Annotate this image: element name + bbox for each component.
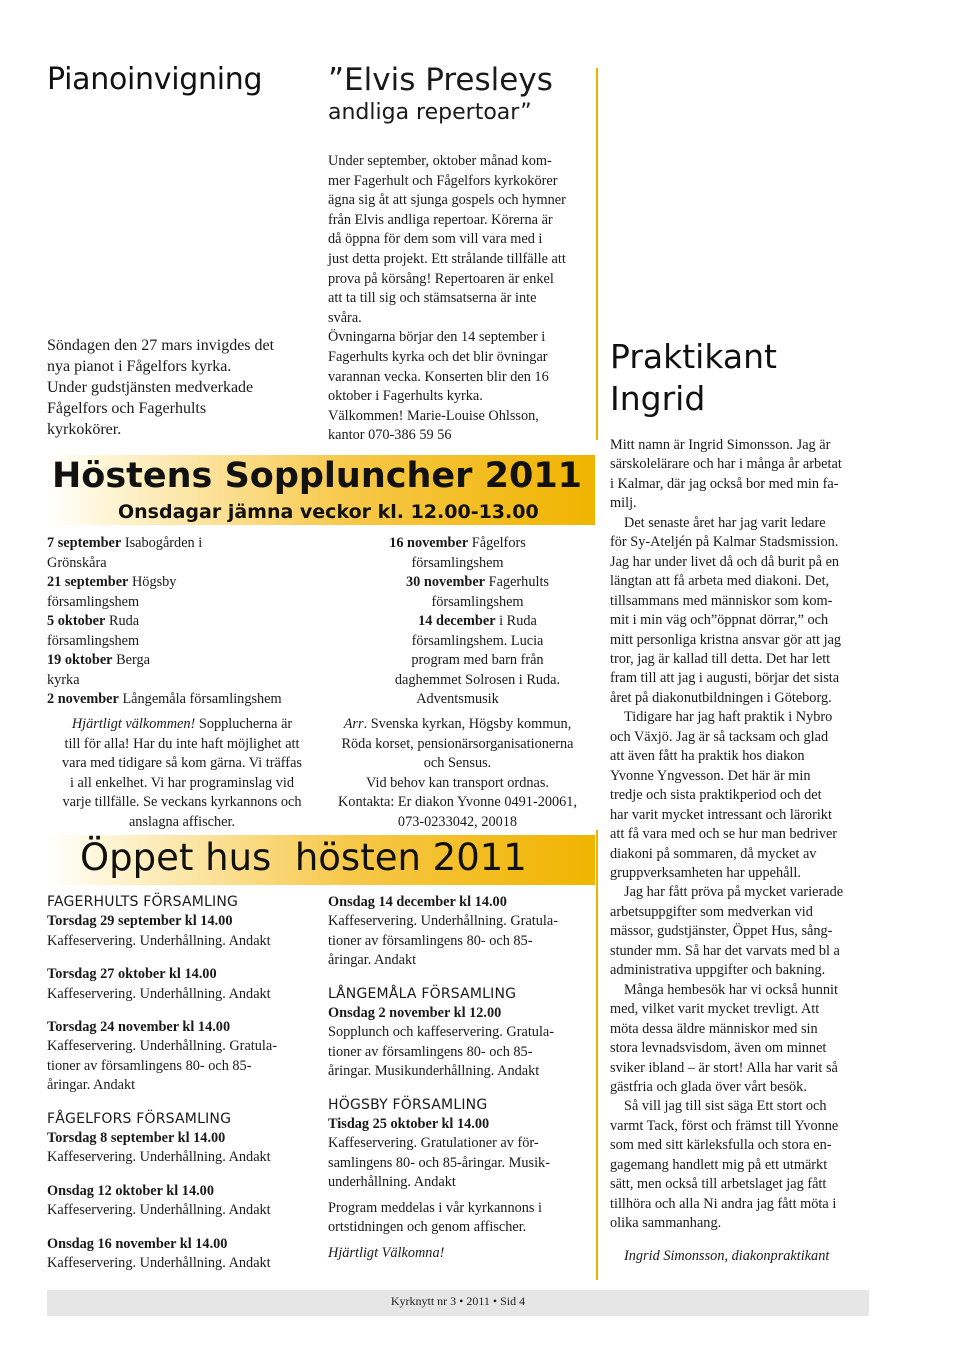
soppluncher-left-note: Hjärtligt välkommen! Sopplucherna är till för alla! Har du inte haft möjlighet att vara med tidigare så kom gärna. Vi träffas i all enkelhet. Vi har programinslag vid varje tillfälle. Se veckans kyrkannons och anslagna affischer. bbox=[47, 715, 317, 832]
text-line: just detta projekt. Ett strålande tillfälle att bbox=[328, 250, 566, 267]
text-line: varannan vecka. Konserten blir den 16 bbox=[328, 368, 549, 385]
text-line: 073-0233042, 20018 bbox=[397, 813, 518, 830]
text-line: i all enkelhet. Vi har programinslag vid bbox=[70, 774, 294, 791]
text-line: Övningarna börjar den 14 september i bbox=[328, 329, 546, 346]
piano-section bbox=[47, 62, 317, 97]
text-line: då öppna för dem som vill vara med i bbox=[328, 231, 543, 248]
elvis-text bbox=[328, 152, 593, 446]
text-line: anslagna affischer. bbox=[128, 813, 236, 830]
text-line: prova på körsång! Repertoaren är enkel bbox=[328, 270, 554, 287]
text-line: från Elvis andliga repertoar. Körerna är bbox=[328, 211, 553, 228]
text-line: nya pianot i Fågelfors kyrka. bbox=[47, 358, 232, 375]
soppluncher-title: Höstens Soppluncher 2011 bbox=[52, 456, 583, 496]
event-desc: tioner av församlingens 80- och 85- bbox=[328, 932, 533, 949]
column-divider-bottom bbox=[596, 830, 598, 1280]
event-date: Onsdag 2 november kl 12.00 bbox=[328, 1005, 502, 1022]
event-desc: underhållning. Andakt bbox=[328, 1174, 456, 1191]
event-date: Torsdag 24 november kl 14.00 bbox=[47, 1019, 231, 1036]
piano-text bbox=[47, 335, 317, 440]
event-desc: samlingens 80- och 85-åringar. Musik- bbox=[328, 1154, 550, 1171]
section-heading-fagerhult: FAGERHULTS FÖRSAMLING bbox=[47, 894, 239, 910]
paragraph-cont: arbetsuppgifter som medverkan vid mässor, gudstjänster, Öppet Hus, sång- stunder mm. Så har det varvats med bl a administrativa uppgifter och bakning. bbox=[610, 903, 840, 979]
program-note: ortstidningen och genom affischer. bbox=[328, 1219, 527, 1236]
event-date: Torsdag 27 oktober kl 14.00 bbox=[47, 966, 217, 983]
paragraph-cont: varmt Tack, först och främst till Yvonne som med sitt kärleksfulla och stora en- gagemang handlett mig på ett utmärkt sätt, men också till arbetslaget jag fått tillhöra och alla Ni andra jag fått möta i olika sammanhang. bbox=[610, 1117, 839, 1232]
list-item: församlingshem bbox=[411, 554, 504, 571]
list-item: Grönskåra bbox=[47, 554, 107, 571]
paragraph-cont: med, vilket varit mycket trevligt. Att möta dessa äldre människor med sin stora levnadsvisdom, även om minnet sviker ibland – är stort! Alla har varit så gästfria och glada över vårt besök. bbox=[610, 1001, 838, 1095]
list-item: församlingshem bbox=[431, 593, 524, 610]
text-line: och Sensus. bbox=[423, 755, 492, 771]
event-date: Onsdag 12 oktober kl 14.00 bbox=[47, 1182, 214, 1199]
list-item: församlingshem. Lucia bbox=[411, 632, 544, 649]
welcome-italic: Hjärtligt välkommen! bbox=[71, 716, 196, 732]
paragraph-cont: och Växjö. Jag är så tacksam och glad att även fått ha praktik hos diakon Yvonne Yngvesson. Det här är min tredje och sista praktikperiod och det har varit mycket intressant och lärorikt att få vara med och se hur man bedriver diakoni på sommaren, då mycket av gruppverksamheten har uppehåll. bbox=[610, 728, 838, 881]
paragraph: Det senaste året har jag varit ledare bbox=[624, 514, 826, 531]
text-line: vara med tidigare så kom gärna. Vi träffas bbox=[62, 755, 302, 771]
list-item: 30 november Fagerhults bbox=[406, 574, 549, 590]
paragraph-cont: för Sy-Ateljén på Kalmar Stadsmission. Jag har under livet då och då burit på en längtan att få arbeta med diakoni. Det, tillsammans med människor som kom- mit i min väg och”öppnat dörrar,” och mitt personliga kristna ansvar gör att jag tror, jag är kallad till detta. Det har lett fram till att jag i augusti, börjar det sista året på diakonutbildningen i Göteborg. bbox=[610, 534, 842, 706]
soppluncher-subtitle: Onsdagar jämna veckor kl. 12.00-13.00 bbox=[118, 501, 539, 523]
welcome-text: Hjärtligt Välkomna! bbox=[328, 1244, 445, 1261]
event-desc: Kaffeservering. Underhållning. Andakt bbox=[47, 932, 271, 949]
list-item: 5 oktober Ruda bbox=[47, 613, 140, 629]
section-heading-langemala: LÅNGEMÅLA FÖRSAMLING bbox=[328, 985, 517, 1002]
event-date: Torsdag 29 september kl 14.00 bbox=[47, 913, 233, 930]
event-desc: åringar. Andakt bbox=[47, 1077, 136, 1094]
event-desc: åringar. Musikunderhållning. Andakt bbox=[328, 1063, 540, 1080]
text-line: Välkommen! Marie-Louise Ohlsson, bbox=[328, 407, 539, 424]
text-line: att ta till sig och stämsatserna är inte bbox=[328, 290, 537, 307]
event-desc: Sopplunch och kaffeservering. Gratula- bbox=[328, 1024, 555, 1041]
elvis-title: ”Elvis Presleys bbox=[328, 62, 553, 98]
event-desc: tioner av församlingens 80- och 85- bbox=[47, 1057, 252, 1074]
text-line: Kontakta: Er diakon Yvonne 0491-20061, bbox=[337, 794, 578, 810]
list-item: 16 november Fågelfors bbox=[389, 535, 526, 551]
section-heading-fagelfors: FÅGELFORS FÖRSAMLING bbox=[47, 1110, 232, 1127]
event-desc: tioner av församlingens 80- och 85- bbox=[328, 1043, 533, 1060]
paragraph: Tidigare har jag haft praktik i Nybro bbox=[624, 709, 833, 726]
event-desc: Kaffeservering. Underhållning. Gratula- bbox=[47, 1038, 277, 1055]
list-item: 21 september Högsby bbox=[47, 574, 177, 590]
text-line: ägna sig åt att sjunga gospels och hymner bbox=[328, 192, 566, 209]
list-item: 14 december i Ruda bbox=[418, 613, 537, 629]
paragraph: Många hembesök har vi också hunnit bbox=[624, 981, 839, 998]
list-item: 19 oktober Berga bbox=[47, 652, 150, 668]
column-divider-top bbox=[596, 68, 598, 440]
list-item: Adventsmusik bbox=[416, 691, 499, 707]
event-desc: åringar. Andakt bbox=[328, 952, 417, 969]
oppet-left bbox=[47, 893, 317, 1274]
list-item: daghemmet Solrosen i Ruda. bbox=[394, 671, 561, 688]
event-desc: Kaffeservering. Underhållning. Gratula- bbox=[328, 913, 558, 930]
text-line: Röda korset, pensionärsorganisationerna bbox=[341, 735, 574, 752]
footer-text: Kyrknytt nr 3 • 2011 • Sid 4 bbox=[390, 1294, 526, 1308]
event-desc: Kaffeservering. Underhållning. Andakt bbox=[47, 985, 271, 1002]
text-line: svåra. bbox=[328, 309, 362, 326]
text-line: Under gudstjänsten medverkade bbox=[47, 379, 254, 396]
oppet-right bbox=[328, 893, 590, 1263]
list-item: församlingshem bbox=[47, 593, 140, 610]
event-desc: Kaffeservering. Underhållning. Andakt bbox=[47, 1149, 271, 1166]
list-item: församlingshem bbox=[47, 632, 140, 649]
oppet-hus-title: Öppet hus hösten 2011 bbox=[80, 836, 527, 879]
text-line: Vid behov kan transport ordnas. bbox=[366, 774, 549, 791]
soppluncher-left bbox=[47, 534, 317, 710]
text-line: varje tillfälle. Se veckans kyrkannons och bbox=[62, 794, 302, 810]
text-line: till för alla! Har du inte haft möjlighet att bbox=[64, 735, 300, 752]
arr-italic: Arr bbox=[343, 716, 364, 732]
paragraph: Jag har fått pröva på mycket varierade bbox=[624, 884, 844, 901]
event-desc: Kaffeservering. Underhållning. Andakt bbox=[47, 1255, 271, 1272]
piano-title: Pianoinvigning bbox=[47, 62, 263, 97]
list-item: 2 november Långemåla församlingshem bbox=[47, 691, 282, 707]
paragraph: Mitt namn är Ingrid Simonsson. Jag är särskolelärare och har i många år arbetat i Kalmar, där jag också bor med min fa- milj. bbox=[610, 437, 842, 512]
text-line: Fagerhults kyrka och det blir övningar bbox=[328, 348, 548, 365]
praktikant-text bbox=[610, 436, 875, 1234]
event-date: Tisdag 25 oktober kl 14.00 bbox=[328, 1116, 490, 1133]
elvis-section bbox=[328, 62, 590, 125]
text-line: kyrkokörer. bbox=[47, 421, 122, 438]
praktikant-title-line2: Ingrid bbox=[610, 379, 706, 418]
event-desc: Kaffeservering. Gratulationer av för- bbox=[328, 1135, 539, 1152]
text-line: oktober i Fagerhults kyrka. bbox=[328, 388, 483, 405]
list-item: 7 september Isabogården i bbox=[47, 535, 203, 551]
text-line: mer Fagerhult och Fågelfors kyrkokörer bbox=[328, 172, 558, 189]
paragraph: Så vill jag till sist säga Ett stort och bbox=[624, 1098, 827, 1115]
soppluncher-right-note: Arr. Svenska kyrkan, Högsby kommun, Röda korset, pensionärsorganisationerna och Sensus. Vid behov kan transport ordnas. Kontakta: Er diakon Yvonne 0491-20061, 073-0233042, 20018 bbox=[315, 715, 600, 832]
event-date: Onsdag 14 december kl 14.00 bbox=[328, 894, 507, 910]
list-item: program med barn från bbox=[411, 652, 544, 668]
program-note: Program meddelas i vår kyrkannons i bbox=[328, 1199, 543, 1216]
text-line: kantor 070-386 59 56 bbox=[328, 427, 452, 444]
praktikant-title bbox=[610, 336, 910, 420]
event-date: Onsdag 16 november kl 14.00 bbox=[47, 1235, 228, 1252]
event-desc: Kaffeservering. Underhållning. Andakt bbox=[47, 1202, 271, 1219]
list-item: kyrka bbox=[47, 671, 80, 688]
text-line: Under september, oktober månad kom- bbox=[328, 153, 552, 169]
elvis-subtitle: andliga repertoar” bbox=[328, 100, 532, 125]
event-date: Torsdag 8 september kl 14.00 bbox=[47, 1130, 226, 1147]
text-line: Söndagen den 27 mars invigdes det bbox=[47, 337, 275, 354]
soppluncher-right bbox=[320, 534, 595, 710]
praktikant-signature: Ingrid Simonsson, diakonpraktikant bbox=[624, 1248, 830, 1264]
text-line: Fågelfors och Fagerhults bbox=[47, 400, 207, 417]
praktikant-title-line1: Praktikant bbox=[610, 337, 777, 376]
section-heading-hogsby: HÖGSBY FÖRSAMLING bbox=[328, 1096, 488, 1113]
